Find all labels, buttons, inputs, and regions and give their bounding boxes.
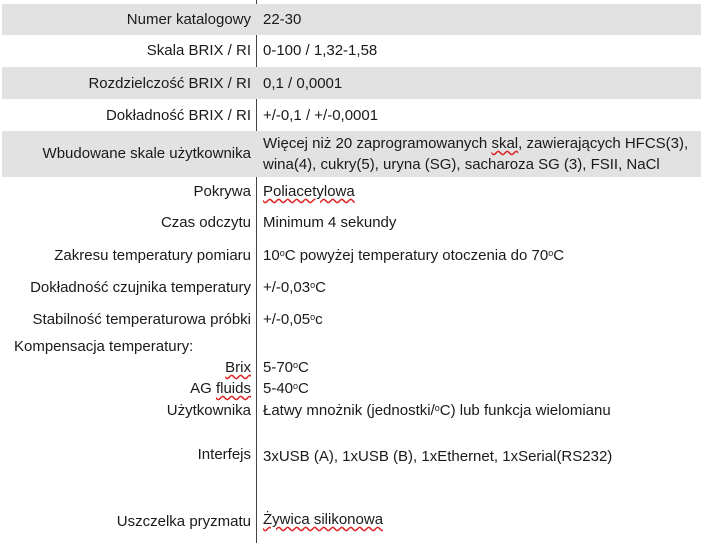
table-row-resolution (2, 67, 701, 99)
ag-label-a: AG (190, 380, 216, 397)
compensation-brix-value (263, 359, 309, 376)
degree-sup-brix: o (293, 360, 299, 370)
cover-value: Poliacetylowa (263, 183, 355, 200)
ag-unit: C (298, 380, 309, 397)
temperature-range-value (263, 247, 564, 264)
degree-sup-2: o (548, 248, 554, 258)
table-row-stability (2, 303, 701, 335)
user-scales-text-c: , zawierających HFCS(3), (518, 135, 689, 152)
table-row-temperature-compensation (2, 335, 701, 430)
accuracy-value: +/-0,1 / +/-0,0001 (263, 107, 379, 124)
read-time-value: Minimum 4 sekundy (263, 214, 397, 231)
temp-range-part-1: 10 (263, 247, 280, 264)
table-row-interface (2, 430, 701, 485)
read-time-label: Czas odczytu (160, 214, 251, 231)
stability-value (263, 311, 323, 328)
sensor-accuracy-part-1: +/-0,03 (263, 279, 311, 296)
degree-sup-stability: o (310, 312, 316, 322)
compensation-brix-label: Brix (225, 359, 251, 376)
degree-sup-user: o (434, 403, 440, 413)
prism-seal-value: Żywica silikonowa (263, 511, 384, 528)
interface-label: Interfejs (197, 446, 251, 463)
catalog-number-label: Numer katalogowy (126, 11, 251, 28)
table-row-prism-seal (2, 485, 701, 543)
table-row-temperature-range (2, 239, 701, 271)
stability-part-2: c (315, 311, 323, 328)
user-comp-part-1: Łatwy mnożnik (jednostki/ (263, 402, 435, 419)
table-row-read-time (2, 208, 701, 239)
sensor-accuracy-label: Dokładność czujnika temperatury (30, 279, 251, 296)
table-row-user-scales (2, 131, 701, 177)
degree-sup-1: o (279, 248, 285, 258)
interface-value: 3xUSB (A), 1xUSB (B), 1xEthernet, 1xSerial(RS232) (263, 448, 613, 465)
temp-range-part-2: C powyżej temperatury otoczenia do 70 (284, 247, 549, 264)
temp-range-part-3: C (553, 247, 565, 264)
brix-scale-label: Skala BRIX / RI (146, 42, 251, 59)
user-comp-part-2: C) lub funkcja wielomianu (439, 402, 611, 419)
table-row-brix-scale (2, 35, 701, 67)
resolution-label: Rozdzielczość BRIX / RI (88, 75, 251, 92)
brix-scale-value: 0-100 / 1,32-1,58 (263, 42, 378, 59)
sensor-accuracy-value (263, 279, 326, 296)
compensation-ag-label (190, 380, 251, 397)
table-row-sensor-accuracy (2, 271, 701, 303)
degree-sup-ag: o (293, 381, 299, 391)
compensation-user-label: Użytkownika (166, 402, 251, 419)
ag-range: 5-40 (263, 380, 294, 397)
user-scales-value (263, 133, 688, 175)
table-row-accuracy (2, 99, 701, 131)
accuracy-label: Dokładność BRIX / RI (105, 107, 251, 124)
user-scales-label: Wbudowane skale użytkownika (42, 145, 251, 162)
prism-seal-label: Uszczelka pryzmatu (116, 513, 251, 530)
compensation-heading: Kompensacja temperatury: (14, 338, 194, 355)
brix-unit: C (298, 359, 309, 376)
cover-label: Pokrywa (193, 183, 251, 200)
table-row-catalog-number (2, 4, 701, 35)
ag-label-b: fluids (215, 380, 251, 397)
stability-part-1: +/-0,05 (263, 311, 311, 328)
compensation-ag-value (263, 380, 309, 397)
catalog-number-value: 22-30 (263, 11, 302, 28)
degree-sup-sensor: o (310, 280, 316, 290)
user-scales-line-1 (263, 133, 688, 154)
stability-label: Stabilność temperaturowa próbki (32, 311, 251, 328)
user-scales-text-a: Więcej niż 20 zaprogramowanych (263, 135, 492, 152)
brix-range: 5-70 (263, 359, 294, 376)
compensation-user-value (263, 402, 611, 419)
resolution-value: 0,1 / 0,0001 (263, 75, 343, 92)
sensor-accuracy-part-2: C (315, 279, 326, 296)
user-scales-text-b: skal (491, 135, 519, 152)
temperature-range-label: Zakresu temperatury pomiaru (54, 247, 251, 264)
table-row-cover (2, 177, 701, 208)
user-scales-line-2: wina(4), cukry(5), uryna (SG), sacharoza SG (3), FSII, NaCl (263, 156, 660, 173)
